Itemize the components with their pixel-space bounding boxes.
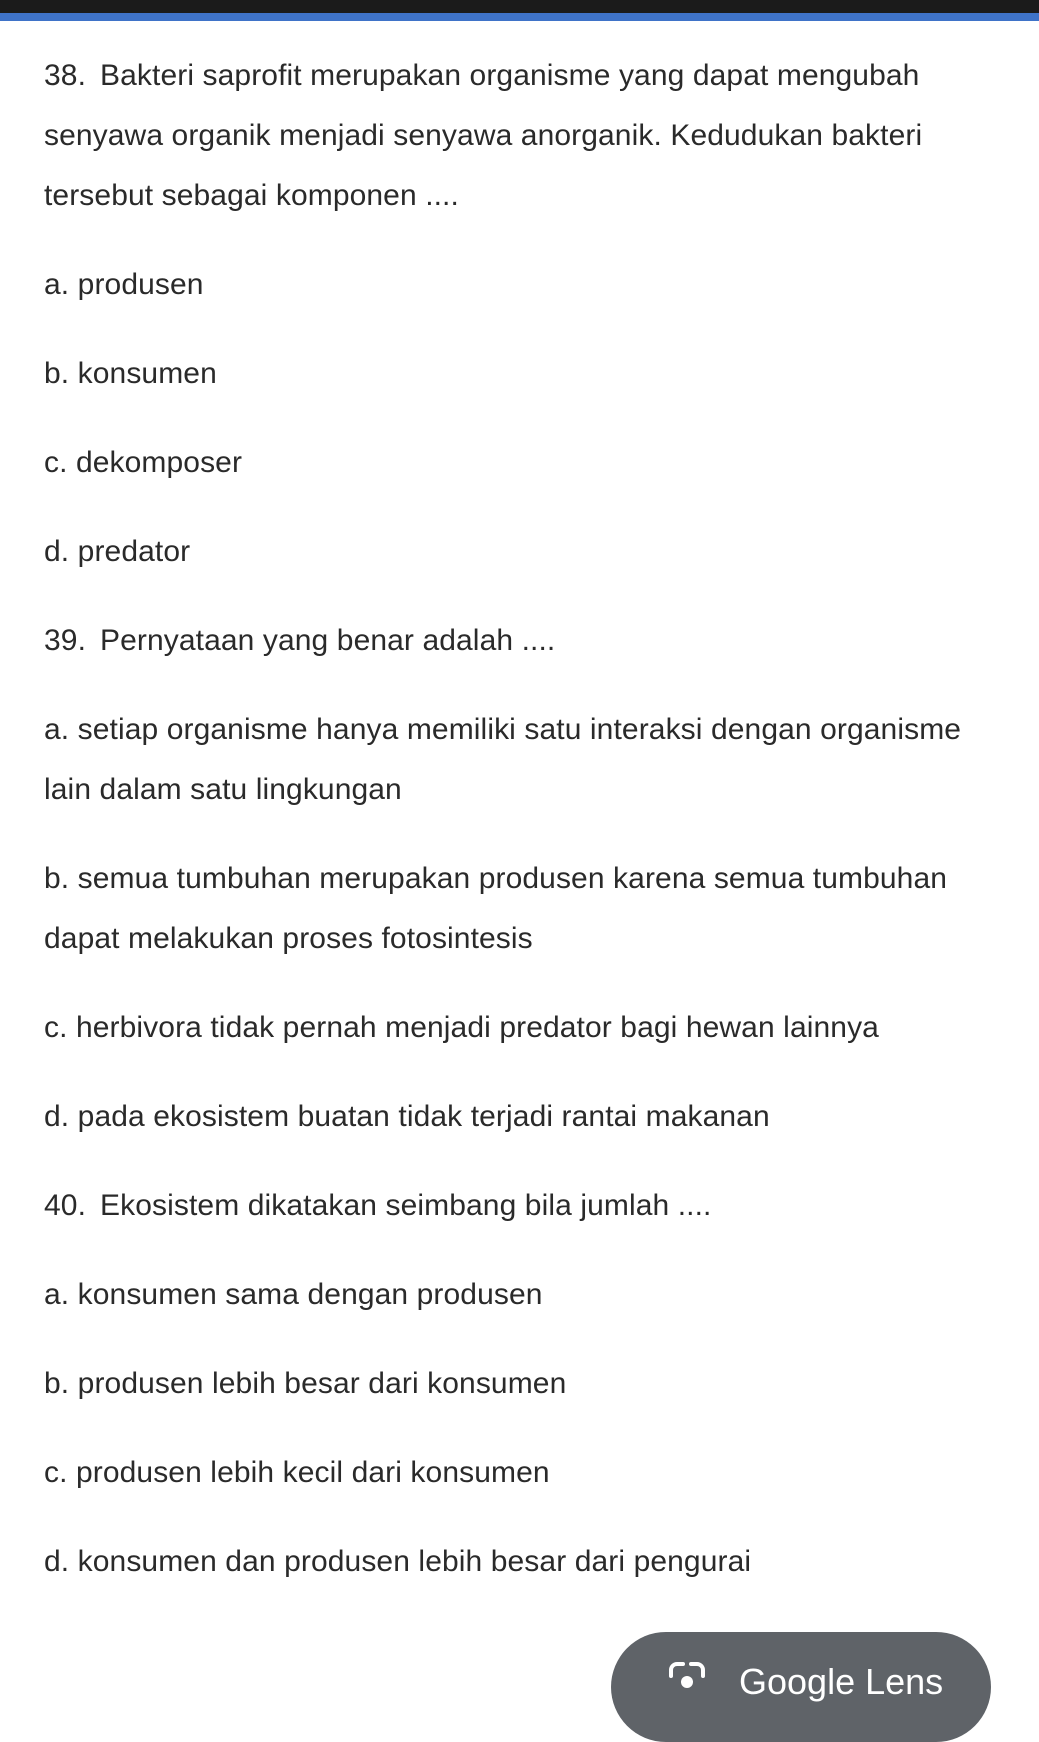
- question-text: Pernyataan yang benar adalah ....: [100, 624, 556, 657]
- option-text: a. produsen: [44, 268, 204, 301]
- option-40-b: [44, 1354, 1009, 1414]
- option-text: c. dekomposer: [44, 446, 243, 479]
- question-text-line: tersebut sebagai komponen ....: [44, 179, 459, 212]
- option-39-d: [44, 1087, 1009, 1147]
- question-number: 40.: [44, 1189, 87, 1222]
- question-text-line: senyawa organik menjadi senyawa anorganik. Kedudukan bakteri: [44, 119, 923, 152]
- status-bar: [0, 0, 1039, 13]
- google-lens-button[interactable]: [611, 1632, 991, 1742]
- accent-bar: [0, 13, 1039, 21]
- google-lens-icon: [667, 1660, 707, 1700]
- question-number: 39.: [44, 624, 87, 657]
- option-39-a: [44, 700, 1009, 820]
- option-text: d. konsumen dan produsen lebih besar dari pengurai: [44, 1545, 752, 1578]
- option-40-a: [44, 1265, 1009, 1325]
- option-text: b. produsen lebih besar dari konsumen: [44, 1367, 567, 1400]
- option-38-b: [44, 344, 1009, 404]
- option-38-d: [44, 522, 1009, 582]
- question-text: Ekosistem dikatakan seimbang bila jumlah ....: [100, 1189, 712, 1222]
- question-text-line: [44, 46, 1009, 106]
- option-text: d. pada ekosistem buatan tidak terjadi rantai makanan: [44, 1100, 770, 1133]
- option-text: dapat melakukan proses fotosintesis: [44, 922, 533, 955]
- google-lens-label: Google Lens: [739, 1661, 944, 1702]
- option-text: lain dalam satu lingkungan: [44, 773, 402, 806]
- question-text: Bakteri saprofit merupakan organisme yang dapat mengubah: [100, 59, 920, 92]
- question-text-line: [44, 1176, 1009, 1236]
- option-38-a: [44, 255, 1009, 315]
- option-text: a. konsumen sama dengan produsen: [44, 1278, 543, 1311]
- question-38: [44, 46, 1009, 226]
- option-text: d. predator: [44, 535, 191, 568]
- option-text: c. herbivora tidak pernah menjadi predator bagi hewan lainnya: [44, 1011, 879, 1044]
- option-38-c: [44, 433, 1009, 493]
- option-39-b: [44, 849, 1009, 969]
- option-text: a. setiap organisme hanya memiliki satu interaksi dengan organisme: [44, 713, 962, 746]
- option-text: b. konsumen: [44, 357, 217, 390]
- option-text: b. semua tumbuhan merupakan produsen karena semua tumbuhan: [44, 862, 948, 895]
- question-40: [44, 1176, 1009, 1236]
- option-40-d: [44, 1532, 1009, 1592]
- question-list: [44, 46, 1009, 1621]
- option-40-c: [44, 1443, 1009, 1503]
- question-text-line: [44, 611, 1009, 671]
- option-text: c. produsen lebih kecil dari konsumen: [44, 1456, 550, 1489]
- question-39: [44, 611, 1009, 671]
- option-39-c: [44, 998, 1009, 1058]
- question-number: 38.: [44, 59, 87, 92]
